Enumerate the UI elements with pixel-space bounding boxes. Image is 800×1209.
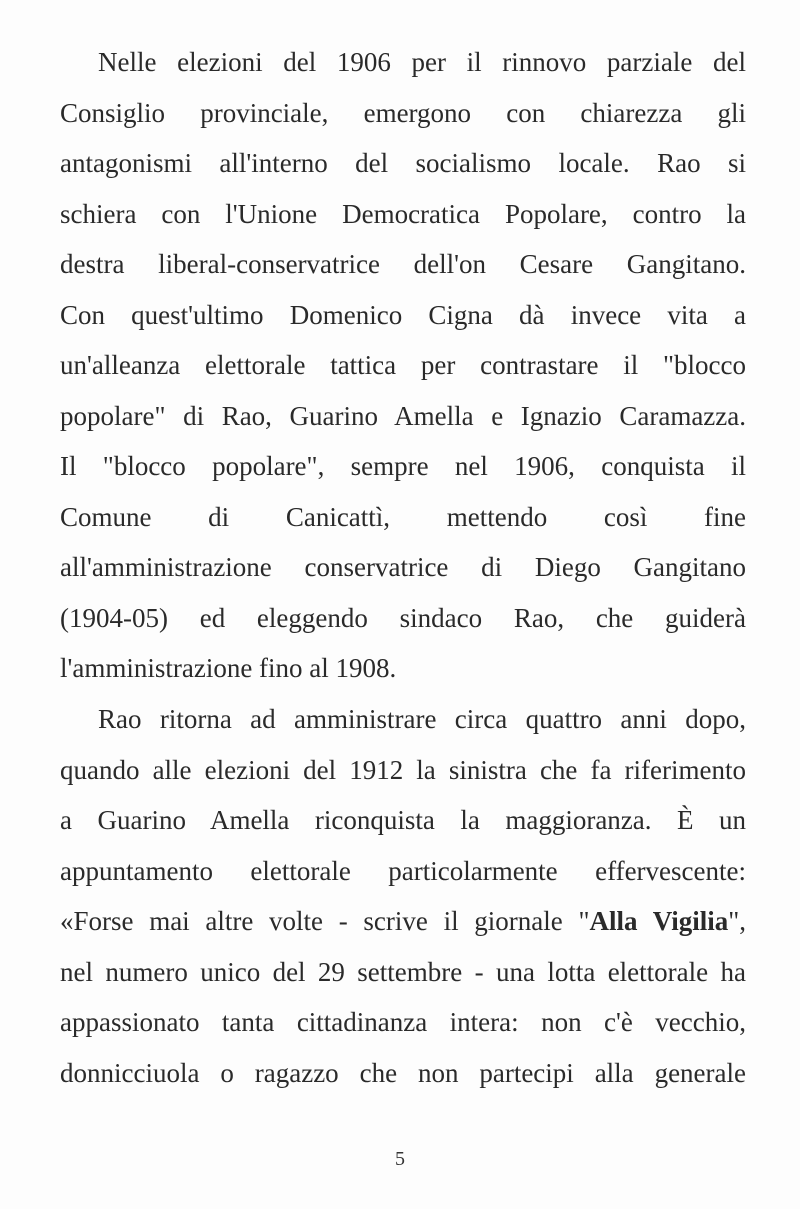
- text-line: l'amministrazione fino al 1908.: [60, 653, 397, 683]
- text-line: Con quest'ultimo Domenico Cigna dà invece vita a: [60, 299, 746, 330]
- text-line: a Guarino Amella riconquista la maggioranza. È un: [60, 805, 746, 835]
- text-line: Comune di Canicattì, mettendo così fine: [60, 501, 746, 532]
- text-line: Il "blocco popolare", sempre nel 1906, conquista il: [60, 451, 746, 481]
- text-line: appuntamento elettorale particolarmente effervescente:: [60, 855, 746, 886]
- text-line: Nelle elezioni del 1906 per il rinnovo parziale del: [98, 47, 746, 77]
- text-line: nel numero unico del 29 settembre - una lotta elettorale ha: [60, 956, 746, 987]
- text-line: antagonismi all'interno del socialismo locale. Rao si: [60, 148, 746, 178]
- text-line: popolare" di Rao, Guarino Amella e Ignazio Caramazza.: [60, 400, 746, 431]
- text-line: all'amministrazione conservatrice di Diego Gangitano: [60, 552, 746, 582]
- text-line: Rao ritorna ad amministrare circa quattro anni dopo,: [98, 704, 746, 734]
- quote-text-start: «Forse mai altre volte - scrive il giornale ": [60, 906, 590, 936]
- text-line: un'alleanza elettorale tattica per contrastare il "blocco: [60, 350, 746, 380]
- paragraph-1: [60, 37, 746, 694]
- quote-text-end: ",: [728, 906, 746, 936]
- text-line: Consiglio provinciale, emergono con chiarezza gli: [60, 97, 746, 128]
- page-number: 5: [395, 1148, 405, 1170]
- text-line: quando alle elezioni del 1912 la sinistra che fa riferimento: [60, 754, 746, 785]
- text-line-quote: [60, 896, 746, 947]
- text-line: schiera con l'Unione Democratica Popolare, contro la: [60, 198, 746, 229]
- text-line: appassionato tanta cittadinanza intera: non c'è vecchio,: [60, 1007, 746, 1037]
- text-line: destra liberal-conservatrice dell'on Cesare Gangitano.: [60, 249, 746, 279]
- newspaper-title: Alla Vigilia: [589, 906, 729, 936]
- text-line: (1904-05) ed eleggendo sindaco Rao, che guiderà: [60, 602, 746, 633]
- text-line: donnicciuola o ragazzo che non partecipi alla generale: [60, 1057, 746, 1088]
- paragraph-2: [60, 694, 746, 1098]
